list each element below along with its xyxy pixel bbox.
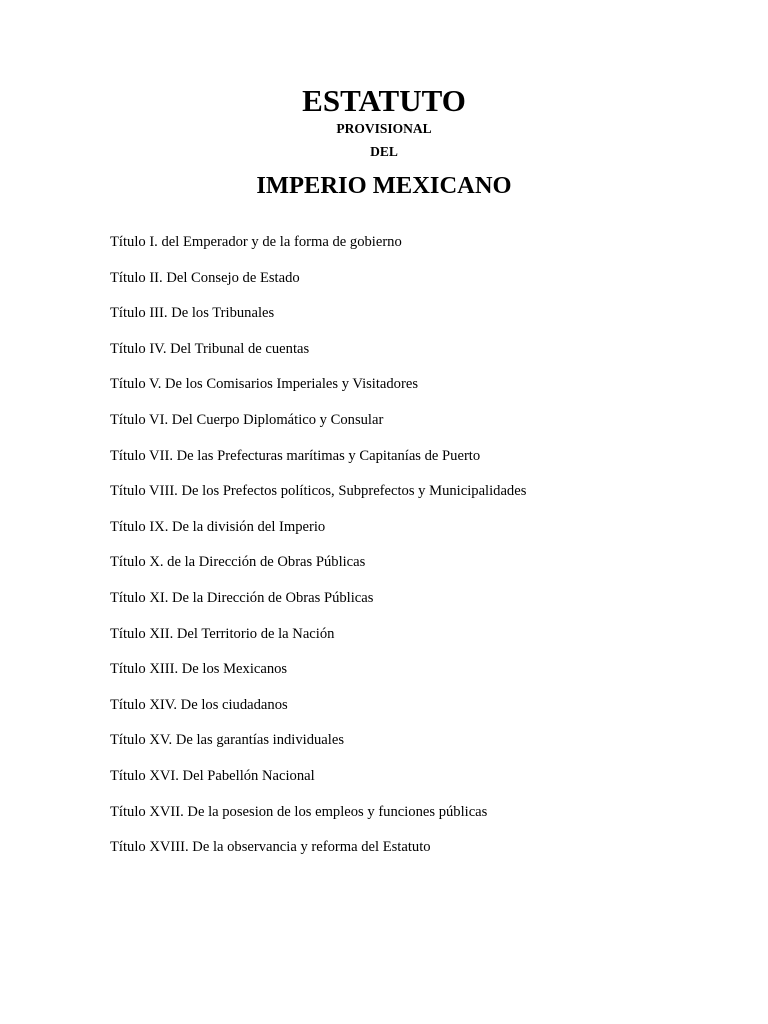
toc-item: Título XVIII. De la observancia y reforma del Estatuto: [110, 839, 431, 856]
toc-item: Título V. De los Comisarios Imperiales y Visitadores: [110, 376, 418, 393]
document-subtitle-provisional: PROVISIONAL: [336, 121, 432, 136]
document-subtitle-empire: IMPERIO MEXICANO: [256, 172, 512, 199]
document-title: ESTATUTO: [302, 83, 466, 118]
toc-item: Título XII. Del Territorio de la Nación: [110, 625, 335, 642]
toc-item: Título VIII. De los Prefectos políticos, Subprefectos y Municipalidades: [110, 483, 527, 500]
toc-item: Título II. Del Consejo de Estado: [110, 269, 300, 286]
toc-item: Título III. De los Tribunales: [110, 305, 275, 322]
toc-item: Título I. del Emperador y de la forma de gobierno: [110, 234, 402, 250]
toc-item: Título VII. De las Prefecturas marítimas y Capitanías de Puerto: [110, 447, 481, 464]
document-subtitle-del: DEL: [370, 144, 398, 159]
toc-item: Título IV. Del Tribunal de cuentas: [110, 340, 310, 357]
toc-item: Título XVII. De la posesion de los empleos y funciones públicas: [110, 803, 488, 820]
toc-item: Título XIII. De los Mexicanos: [110, 661, 288, 678]
toc-item: Título XV. De las garantías individuales: [110, 732, 344, 749]
toc-item: Título XI. De la Dirección de Obras Públicas: [110, 589, 374, 606]
toc-item: Título XVI. Del Pabellón Nacional: [110, 767, 315, 784]
toc-item: Título IX. De la división del Imperio: [110, 518, 326, 535]
toc-item: Título X. de la Dirección de Obras Públicas: [110, 554, 366, 571]
toc-item: Título XIV. De los ciudadanos: [110, 696, 288, 713]
toc-item: Título VI. Del Cuerpo Diplomático y Consular: [110, 411, 384, 428]
table-of-contents: [110, 232, 526, 873]
